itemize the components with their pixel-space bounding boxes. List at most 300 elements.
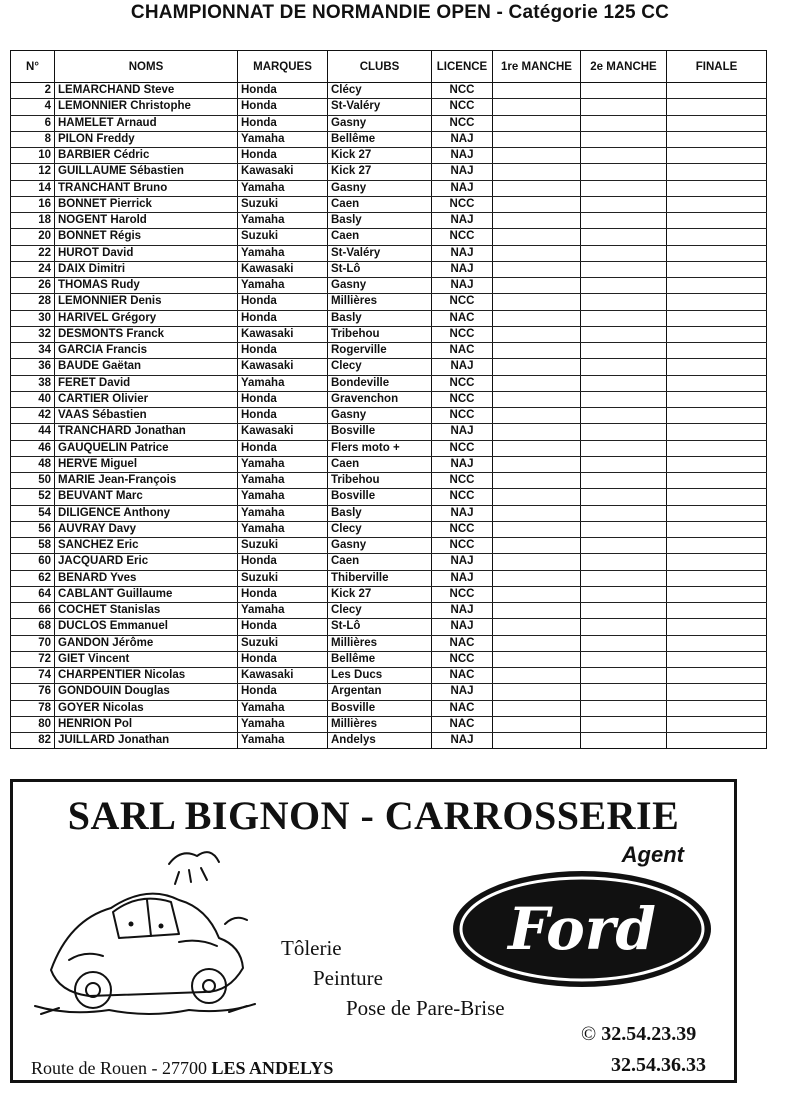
ad-agent-label: Agent xyxy=(621,842,684,867)
cell-club: St-Valéry xyxy=(328,99,432,115)
cell-marque: Yamaha xyxy=(238,700,328,716)
cell-nom: HENRION Pol xyxy=(55,716,238,732)
cell-licence: NCC xyxy=(432,408,493,424)
cell-marque: Kawasaki xyxy=(238,261,328,277)
cell-club: Caen xyxy=(328,229,432,245)
header-licence: LICENCE xyxy=(432,51,493,83)
table-row xyxy=(11,359,767,375)
phone-number-2: 32.54.36.33 xyxy=(611,1054,706,1076)
cell-nom: LEMARCHAND Steve xyxy=(55,83,238,99)
cell-licence: NCC xyxy=(432,391,493,407)
cell-club: Bellême xyxy=(328,651,432,667)
cell-manche-1 xyxy=(493,424,581,440)
cell-num: 60 xyxy=(11,554,55,570)
cell-marque: Yamaha xyxy=(238,456,328,472)
cell-nom: THOMAS Rudy xyxy=(55,278,238,294)
cell-num: 64 xyxy=(11,586,55,602)
cell-num: 50 xyxy=(11,473,55,489)
cell-manche-2 xyxy=(581,733,667,749)
cell-manche-1 xyxy=(493,700,581,716)
cell-marque: Yamaha xyxy=(238,716,328,732)
cell-num: 70 xyxy=(11,635,55,651)
cell-licence: NAJ xyxy=(432,554,493,570)
cell-licence: NAJ xyxy=(432,164,493,180)
cell-manche-1 xyxy=(493,489,581,505)
cell-licence: NAJ xyxy=(432,261,493,277)
table-row xyxy=(11,603,767,619)
cell-num: 10 xyxy=(11,148,55,164)
table-row xyxy=(11,716,767,732)
cell-marque: Honda xyxy=(238,440,328,456)
cell-manche-1 xyxy=(493,635,581,651)
table-header-row xyxy=(11,51,767,83)
cell-marque: Honda xyxy=(238,391,328,407)
cell-manche-2 xyxy=(581,131,667,147)
cell-manche-2 xyxy=(581,586,667,602)
cell-nom: COCHET Stanislas xyxy=(55,603,238,619)
cell-finale xyxy=(667,359,767,375)
cell-marque: Honda xyxy=(238,586,328,602)
cell-manche-1 xyxy=(493,538,581,554)
cell-club: Bosville xyxy=(328,424,432,440)
cell-num: 76 xyxy=(11,684,55,700)
cell-num: 72 xyxy=(11,651,55,667)
cell-marque: Kawasaki xyxy=(238,668,328,684)
cell-licence: NAJ xyxy=(432,148,493,164)
cell-licence: NCC xyxy=(432,538,493,554)
cell-club: Caen xyxy=(328,456,432,472)
cell-nom: GARCIA Francis xyxy=(55,343,238,359)
cell-marque: Honda xyxy=(238,343,328,359)
cell-finale xyxy=(667,278,767,294)
cell-marque: Yamaha xyxy=(238,521,328,537)
cell-manche-1 xyxy=(493,83,581,99)
cell-num: 28 xyxy=(11,294,55,310)
cell-manche-2 xyxy=(581,440,667,456)
cell-nom: HERVE Miguel xyxy=(55,456,238,472)
header-manche-1: 1re MANCHE xyxy=(493,51,581,83)
cell-nom: CABLANT Guillaume xyxy=(55,586,238,602)
cell-licence: NAJ xyxy=(432,245,493,261)
table-row xyxy=(11,538,767,554)
cell-manche-2 xyxy=(581,278,667,294)
cell-manche-1 xyxy=(493,99,581,115)
page-title: CHAMPIONNAT DE NORMANDIE OPEN - Catégorie 125 CC xyxy=(130,2,670,23)
cell-finale xyxy=(667,261,767,277)
cell-licence: NAJ xyxy=(432,456,493,472)
header-finale: FINALE xyxy=(667,51,767,83)
cell-marque: Suzuki xyxy=(238,538,328,554)
cell-finale xyxy=(667,391,767,407)
cell-club: Bosville xyxy=(328,489,432,505)
cell-licence: NAC xyxy=(432,668,493,684)
table-row xyxy=(11,99,767,115)
cell-finale xyxy=(667,473,767,489)
table-row xyxy=(11,375,767,391)
cell-manche-1 xyxy=(493,131,581,147)
cell-licence: NCC xyxy=(432,489,493,505)
table-row xyxy=(11,245,767,261)
cell-manche-2 xyxy=(581,538,667,554)
cell-manche-1 xyxy=(493,619,581,635)
service-tolerie: Tôlerie xyxy=(281,936,342,960)
cell-nom: NOGENT Harold xyxy=(55,213,238,229)
header-marques: MARQUES xyxy=(238,51,328,83)
table-row xyxy=(11,278,767,294)
cell-club: Gasny xyxy=(328,278,432,294)
cell-finale xyxy=(667,408,767,424)
cell-nom: TRANCHANT Bruno xyxy=(55,180,238,196)
cell-licence: NAJ xyxy=(432,570,493,586)
cell-num: 48 xyxy=(11,456,55,472)
cell-marque: Yamaha xyxy=(238,473,328,489)
cell-club: Bondeville xyxy=(328,375,432,391)
cell-num: 2 xyxy=(11,83,55,99)
cell-nom: BONNET Pierrick xyxy=(55,196,238,212)
table-row xyxy=(11,489,767,505)
cell-club: St-Lô xyxy=(328,261,432,277)
ford-logo xyxy=(451,869,713,989)
cell-manche-2 xyxy=(581,391,667,407)
cell-nom: MARIE Jean-François xyxy=(55,473,238,489)
cell-nom: PILON Freddy xyxy=(55,131,238,147)
cell-nom: BEUVANT Marc xyxy=(55,489,238,505)
table-row xyxy=(11,440,767,456)
cell-manche-1 xyxy=(493,716,581,732)
cell-num: 42 xyxy=(11,408,55,424)
service-pare-brise: Pose de Pare-Brise xyxy=(346,996,505,1020)
table-row xyxy=(11,164,767,180)
cell-num: 58 xyxy=(11,538,55,554)
cell-club: Basly xyxy=(328,213,432,229)
cell-manche-2 xyxy=(581,408,667,424)
cell-marque: Yamaha xyxy=(238,489,328,505)
cell-manche-2 xyxy=(581,213,667,229)
cell-club: Caen xyxy=(328,554,432,570)
cell-manche-2 xyxy=(581,99,667,115)
cell-finale xyxy=(667,375,767,391)
cell-manche-2 xyxy=(581,684,667,700)
cell-manche-1 xyxy=(493,554,581,570)
cell-nom: JUILLARD Jonathan xyxy=(55,733,238,749)
cell-club: Tribehou xyxy=(328,326,432,342)
cell-nom: DUCLOS Emmanuel xyxy=(55,619,238,635)
cell-licence: NCC xyxy=(432,521,493,537)
table-row xyxy=(11,668,767,684)
cell-marque: Yamaha xyxy=(238,375,328,391)
cell-nom: BONNET Régis xyxy=(55,229,238,245)
car-cartoon-illustration xyxy=(29,842,261,1022)
cell-licence: NCC xyxy=(432,326,493,342)
cell-finale xyxy=(667,245,767,261)
cell-manche-1 xyxy=(493,668,581,684)
cell-marque: Suzuki xyxy=(238,635,328,651)
cell-manche-2 xyxy=(581,164,667,180)
cell-licence: NCC xyxy=(432,294,493,310)
cell-marque: Yamaha xyxy=(238,278,328,294)
cell-num: 32 xyxy=(11,326,55,342)
cell-manche-1 xyxy=(493,684,581,700)
cell-licence: NCC xyxy=(432,473,493,489)
cell-nom: HUROT David xyxy=(55,245,238,261)
cell-manche-2 xyxy=(581,148,667,164)
table-row xyxy=(11,261,767,277)
cell-num: 38 xyxy=(11,375,55,391)
cell-club: Clécy xyxy=(328,83,432,99)
ad-address-city: LES ANDELYS xyxy=(211,1058,334,1078)
cell-nom: TRANCHARD Jonathan xyxy=(55,424,238,440)
cell-marque: Honda xyxy=(238,83,328,99)
cell-num: 56 xyxy=(11,521,55,537)
cell-finale xyxy=(667,310,767,326)
cell-num: 34 xyxy=(11,343,55,359)
cell-marque: Yamaha xyxy=(238,245,328,261)
cell-finale xyxy=(667,294,767,310)
cell-finale xyxy=(667,115,767,131)
cell-licence: NAC xyxy=(432,700,493,716)
cell-club: Clecy xyxy=(328,603,432,619)
ad-address xyxy=(31,1058,333,1079)
cell-marque: Suzuki xyxy=(238,229,328,245)
cell-club: Clecy xyxy=(328,359,432,375)
cell-nom: BARBIER Cédric xyxy=(55,148,238,164)
cell-manche-2 xyxy=(581,261,667,277)
table-row xyxy=(11,586,767,602)
table-row xyxy=(11,310,767,326)
table-row xyxy=(11,635,767,651)
cell-club: Millières xyxy=(328,635,432,651)
cell-licence: NAJ xyxy=(432,619,493,635)
cell-manche-2 xyxy=(581,651,667,667)
table-row xyxy=(11,733,767,749)
cell-manche-1 xyxy=(493,505,581,521)
cell-finale xyxy=(667,326,767,342)
cell-manche-1 xyxy=(493,196,581,212)
cell-num: 6 xyxy=(11,115,55,131)
cell-manche-1 xyxy=(493,148,581,164)
cell-marque: Kawasaki xyxy=(238,326,328,342)
table-body xyxy=(11,83,767,749)
cell-manche-1 xyxy=(493,294,581,310)
cell-marque: Honda xyxy=(238,651,328,667)
results-table xyxy=(10,50,767,749)
cell-manche-2 xyxy=(581,554,667,570)
cell-club: Tribehou xyxy=(328,473,432,489)
cell-club: Gasny xyxy=(328,538,432,554)
cell-num: 14 xyxy=(11,180,55,196)
table-row xyxy=(11,570,767,586)
cell-nom: GAUQUELIN Patrice xyxy=(55,440,238,456)
cell-finale xyxy=(667,180,767,196)
table-row xyxy=(11,131,767,147)
cell-nom: GANDON Jérôme xyxy=(55,635,238,651)
cell-num: 54 xyxy=(11,505,55,521)
cell-manche-1 xyxy=(493,570,581,586)
table-row xyxy=(11,651,767,667)
cell-finale xyxy=(667,83,767,99)
table-row xyxy=(11,294,767,310)
cell-licence: NAJ xyxy=(432,733,493,749)
cell-marque: Honda xyxy=(238,310,328,326)
cell-nom: GOYER Nicolas xyxy=(55,700,238,716)
cell-manche-2 xyxy=(581,326,667,342)
cell-nom: DAIX Dimitri xyxy=(55,261,238,277)
cell-finale xyxy=(667,196,767,212)
cell-licence: NAJ xyxy=(432,505,493,521)
cell-marque: Yamaha xyxy=(238,180,328,196)
ford-logo-text: Ford xyxy=(508,895,656,963)
cell-licence: NCC xyxy=(432,99,493,115)
cell-marque: Honda xyxy=(238,99,328,115)
cell-num: 46 xyxy=(11,440,55,456)
cell-licence: NAJ xyxy=(432,180,493,196)
cell-manche-1 xyxy=(493,603,581,619)
cell-nom: DESMONTS Franck xyxy=(55,326,238,342)
cell-num: 4 xyxy=(11,99,55,115)
cell-num: 26 xyxy=(11,278,55,294)
cell-club: Andelys xyxy=(328,733,432,749)
cell-licence: NAJ xyxy=(432,424,493,440)
cell-manche-1 xyxy=(493,261,581,277)
cell-nom: GIET Vincent xyxy=(55,651,238,667)
cell-num: 80 xyxy=(11,716,55,732)
cell-nom: BENARD Yves xyxy=(55,570,238,586)
cell-finale xyxy=(667,651,767,667)
cell-finale xyxy=(667,148,767,164)
table-row xyxy=(11,213,767,229)
cell-manche-2 xyxy=(581,603,667,619)
cell-manche-2 xyxy=(581,505,667,521)
cell-marque: Kawasaki xyxy=(238,424,328,440)
cell-marque: Honda xyxy=(238,148,328,164)
cell-manche-2 xyxy=(581,521,667,537)
cell-nom: AUVRAY Davy xyxy=(55,521,238,537)
cell-club: Flers moto + xyxy=(328,440,432,456)
table-row xyxy=(11,83,767,99)
cell-manche-2 xyxy=(581,294,667,310)
table-row xyxy=(11,554,767,570)
cell-finale xyxy=(667,733,767,749)
cell-club: Kick 27 xyxy=(328,586,432,602)
cell-finale xyxy=(667,668,767,684)
cell-manche-2 xyxy=(581,668,667,684)
cell-nom: HARIVEL Grégory xyxy=(55,310,238,326)
cell-num: 78 xyxy=(11,700,55,716)
cell-club: St-Valéry xyxy=(328,245,432,261)
cell-manche-2 xyxy=(581,716,667,732)
cell-nom: DILIGENCE Anthony xyxy=(55,505,238,521)
cell-club: Thiberville xyxy=(328,570,432,586)
cell-finale xyxy=(667,229,767,245)
table-row xyxy=(11,424,767,440)
cell-finale xyxy=(667,213,767,229)
table-row xyxy=(11,229,767,245)
phone-number-1-text: 32.54.23.39 xyxy=(601,1023,697,1045)
cell-licence: NCC xyxy=(432,196,493,212)
cell-nom: SANCHEZ Eric xyxy=(55,538,238,554)
header-noms: NOMS xyxy=(55,51,238,83)
cell-licence: NCC xyxy=(432,651,493,667)
cell-nom: BAUDE Gaëtan xyxy=(55,359,238,375)
table-row xyxy=(11,684,767,700)
cell-finale xyxy=(667,489,767,505)
cell-manche-1 xyxy=(493,440,581,456)
cell-num: 24 xyxy=(11,261,55,277)
cell-club: Les Ducs xyxy=(328,668,432,684)
cell-club: Gasny xyxy=(328,115,432,131)
cell-marque: Honda xyxy=(238,294,328,310)
cell-manche-1 xyxy=(493,586,581,602)
cell-club: Millières xyxy=(328,716,432,732)
cell-manche-1 xyxy=(493,359,581,375)
cell-manche-1 xyxy=(493,391,581,407)
cell-num: 8 xyxy=(11,131,55,147)
cell-manche-1 xyxy=(493,245,581,261)
cell-club: St-Lô xyxy=(328,619,432,635)
cell-num: 68 xyxy=(11,619,55,635)
cell-nom: HAMELET Arnaud xyxy=(55,115,238,131)
cell-licence: NAC xyxy=(432,310,493,326)
table-row xyxy=(11,505,767,521)
cell-num: 66 xyxy=(11,603,55,619)
cell-finale xyxy=(667,635,767,651)
cell-nom: CHARPENTIER Nicolas xyxy=(55,668,238,684)
cell-club: Gasny xyxy=(328,180,432,196)
cell-licence: NAJ xyxy=(432,131,493,147)
cell-num: 74 xyxy=(11,668,55,684)
cell-finale xyxy=(667,554,767,570)
cell-num: 18 xyxy=(11,213,55,229)
cell-finale xyxy=(667,164,767,180)
cell-manche-2 xyxy=(581,375,667,391)
cell-manche-2 xyxy=(581,619,667,635)
header-clubs: CLUBS xyxy=(328,51,432,83)
cell-manche-1 xyxy=(493,278,581,294)
cell-manche-1 xyxy=(493,229,581,245)
cell-marque: Kawasaki xyxy=(238,164,328,180)
cell-club: Millières xyxy=(328,294,432,310)
cell-finale xyxy=(667,440,767,456)
service-peinture: Peinture xyxy=(313,966,383,990)
cell-manche-1 xyxy=(493,180,581,196)
cell-licence: NCC xyxy=(432,440,493,456)
cell-nom: LEMONNIER Christophe xyxy=(55,99,238,115)
cell-marque: Yamaha xyxy=(238,131,328,147)
cell-marque: Suzuki xyxy=(238,196,328,212)
cell-manche-1 xyxy=(493,473,581,489)
cell-manche-2 xyxy=(581,489,667,505)
cell-manche-2 xyxy=(581,359,667,375)
cell-nom: LEMONNIER Denis xyxy=(55,294,238,310)
cell-manche-2 xyxy=(581,196,667,212)
cell-club: Gasny xyxy=(328,408,432,424)
cell-num: 40 xyxy=(11,391,55,407)
table-row xyxy=(11,148,767,164)
cell-manche-2 xyxy=(581,245,667,261)
cell-licence: NAJ xyxy=(432,684,493,700)
cell-num: 20 xyxy=(11,229,55,245)
cell-club: Gravenchon xyxy=(328,391,432,407)
table-row xyxy=(11,700,767,716)
cell-num: 44 xyxy=(11,424,55,440)
cell-marque: Suzuki xyxy=(238,570,328,586)
cell-licence: NAC xyxy=(432,716,493,732)
cell-club: Kick 27 xyxy=(328,148,432,164)
cell-finale xyxy=(667,424,767,440)
table-row xyxy=(11,391,767,407)
cell-manche-2 xyxy=(581,310,667,326)
cell-marque: Yamaha xyxy=(238,213,328,229)
